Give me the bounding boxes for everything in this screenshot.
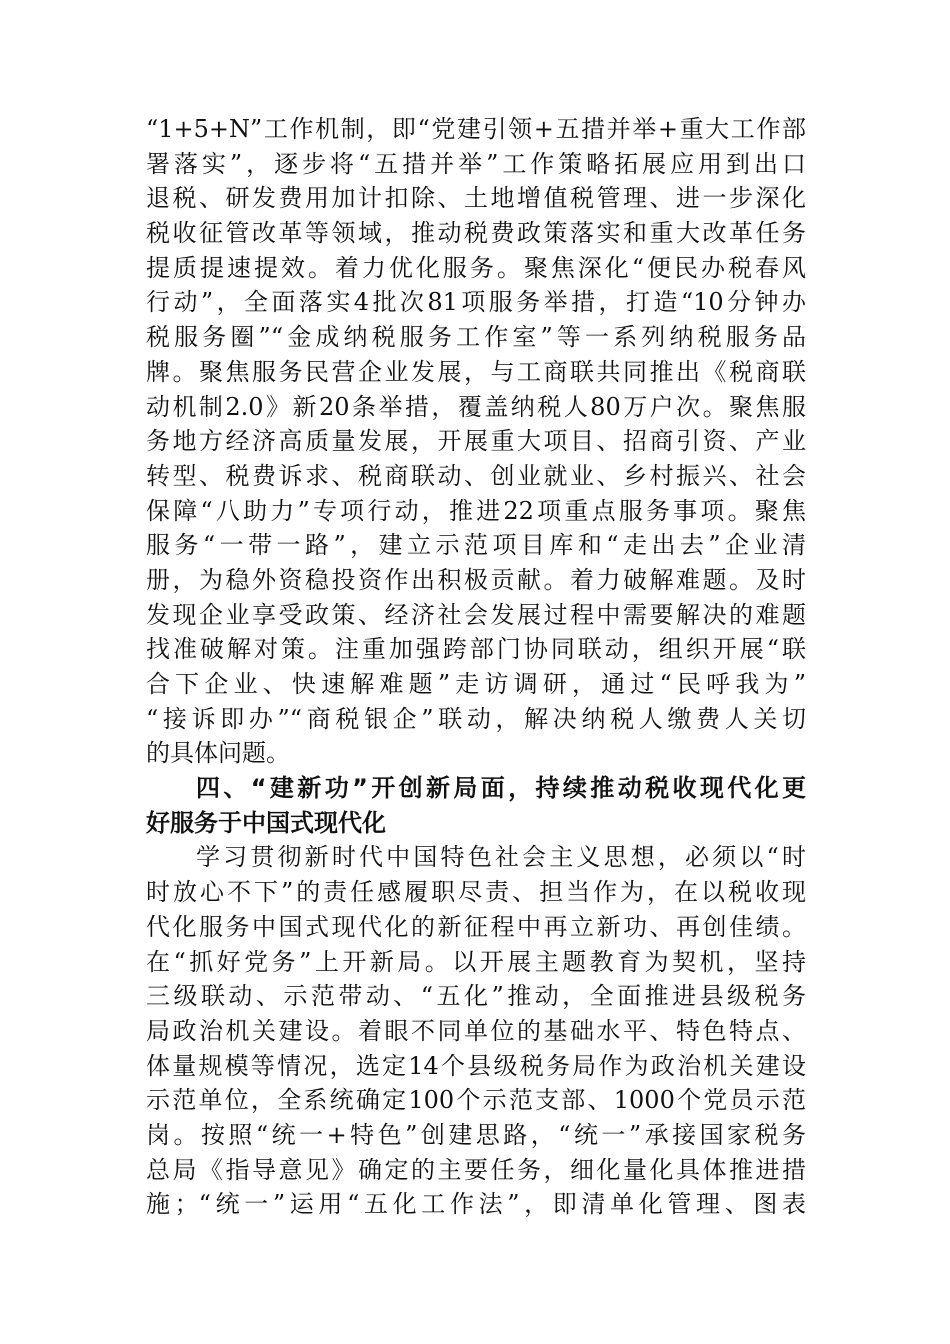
text-line: 的具体问题。 bbox=[146, 739, 290, 768]
text-line: 税收征管改革等领域，推动税费政策落实和重大改革任务 bbox=[146, 219, 806, 248]
text-line: 时放心不下”的责任感履职尽责、担当作为，在以税收现 bbox=[146, 878, 806, 907]
text-line: “1+5+N”工作机制，即“党建引领+五措并举+重大工作部 bbox=[146, 115, 806, 143]
text-line: 岗。按照“统一+特色”创建思路，“统一”承接国家税务 bbox=[146, 1120, 806, 1149]
text-line: 示范单位，全系统确定100个示范支部、1000个党员示范 bbox=[146, 1086, 806, 1115]
text-line: 退税、研发费用加计扣除、土地增值税管理、进一步深化 bbox=[146, 184, 806, 213]
text-line: 保障“八助力”专项行动，推进22项重点服务事项。聚焦 bbox=[146, 496, 806, 525]
text-line: 税服务圈”“金成纳税服务工作室”等一系列纳税服务品 bbox=[146, 323, 806, 352]
text-line: 署落实”，逐步将“五措并举”工作策略拓展应用到出口 bbox=[146, 149, 806, 178]
text-line: 牌。聚焦服务民营企业发展，与工商联共同推出《税商联 bbox=[146, 357, 806, 386]
heading-line: 四、“建新功”开创新局面，持续推动税收现代化更 bbox=[196, 774, 806, 803]
text-line: 发现企业享受政策、经济社会发展过程中需要解决的难题 bbox=[146, 600, 806, 629]
text-line: 找准破解对策。注重加强跨部门协同联动，组织开展“联 bbox=[146, 635, 806, 664]
text-line: 施；“统一”运用“五化工作法”，即清单化管理、图表 bbox=[146, 1190, 806, 1219]
text-line: 合下企业、快速解难题”走访调研，通过“民呼我为” bbox=[146, 670, 806, 698]
paragraph-service-measures bbox=[146, 112, 806, 771]
text-line: 册，为稳外资稳投资作出积极贡献。着力破解难题。及时 bbox=[146, 565, 806, 594]
paragraph-party-building bbox=[146, 840, 806, 1222]
text-line: 动机制2.0》新20条举措，覆盖纳税人80万户次。聚焦服 bbox=[146, 392, 806, 421]
text-line: 行动”，全面落实4批次81项服务举措，打造“10分钟办 bbox=[146, 288, 806, 317]
text-line: 局政治机关建设。着眼不同单位的基础水平、特色特点、 bbox=[146, 1016, 806, 1045]
text-line: 体量规模等情况，选定14个县级税务局作为政治机关建设 bbox=[146, 1051, 806, 1080]
text-line: 务地方经济高质量发展，开展重大项目、招商引资、产业 bbox=[146, 427, 806, 456]
section-heading bbox=[146, 771, 806, 840]
text-line: 服务“一带一路”，建立示范项目库和“走出去”企业清 bbox=[146, 531, 806, 560]
text-line: 提质提速提效。着力优化服务。聚焦深化“便民办税春风 bbox=[146, 253, 806, 282]
text-line: 学习贯彻新时代中国特色社会主义思想，必须以“时 bbox=[196, 843, 806, 872]
text-line: 总局《指导意见》确定的主要任务，细化量化具体推进措 bbox=[146, 1155, 806, 1184]
text-line: 在“抓好党务”上开新局。以开展主题教育为契机，坚持 bbox=[146, 947, 806, 976]
heading-line: 好服务于中国式现代化 bbox=[146, 808, 386, 837]
document-body bbox=[146, 112, 806, 1222]
text-line: 转型、税费诉求、税商联动、创业就业、乡村振兴、社会 bbox=[146, 461, 806, 490]
text-line: “接诉即办”“商税银企”联动，解决纳税人缴费人关切 bbox=[146, 704, 806, 733]
text-line: 三级联动、示范带动、“五化”推动，全面推进县级税务 bbox=[146, 982, 806, 1011]
text-line: 代化服务中国式现代化的新征程中再立新功、再创佳绩。 bbox=[146, 912, 806, 941]
